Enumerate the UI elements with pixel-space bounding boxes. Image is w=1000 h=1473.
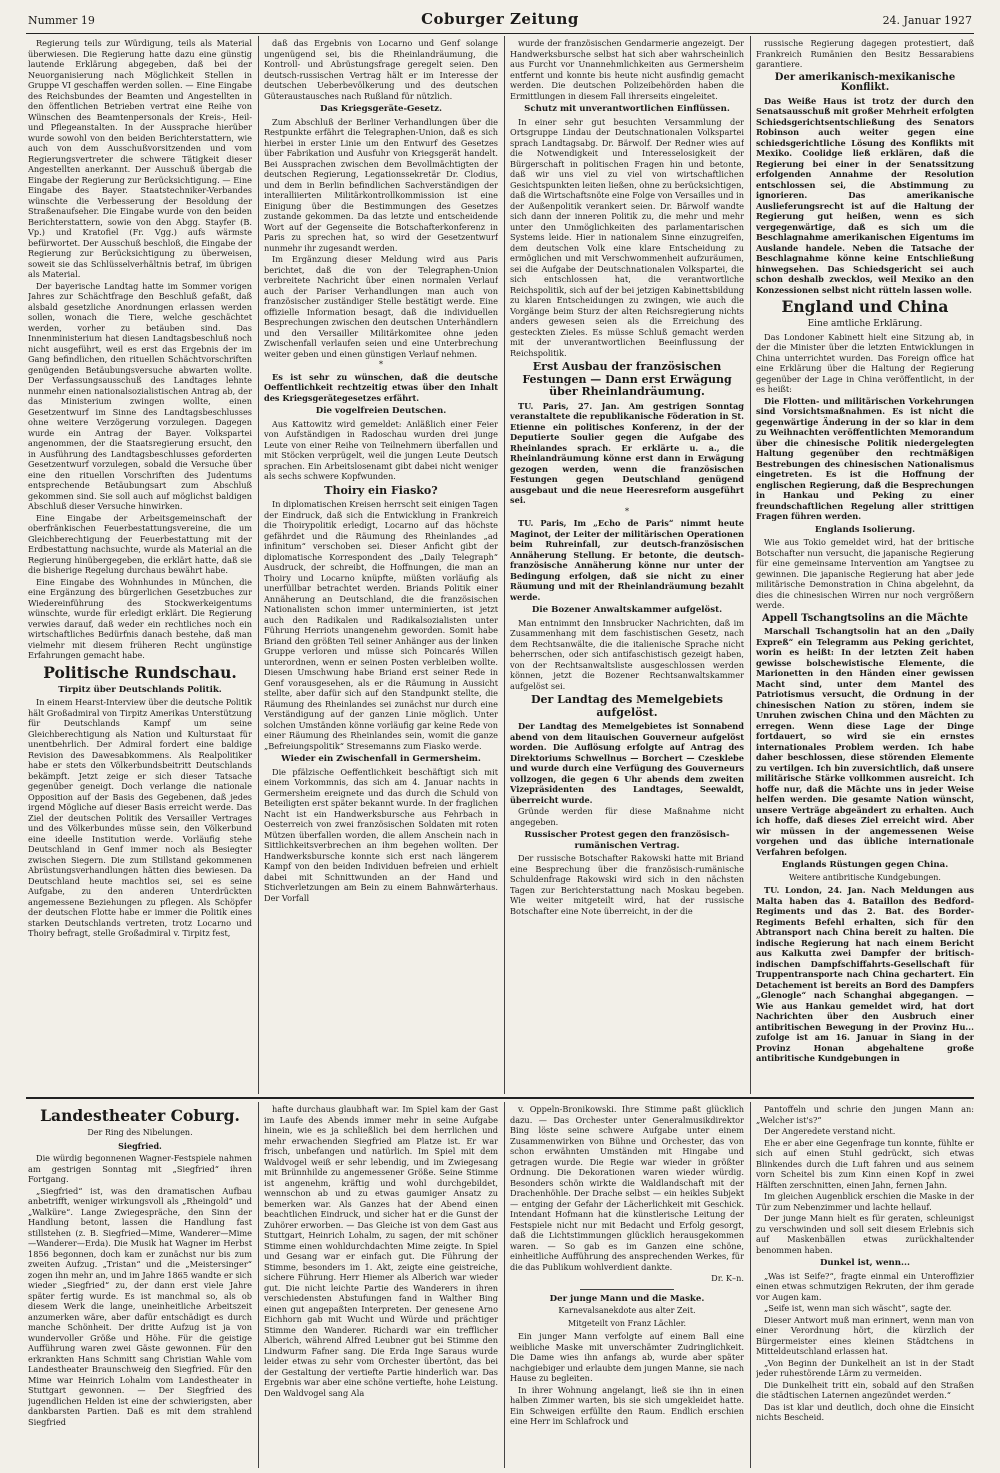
article-paragraph: Gründe werden für diese Maßnahme nicht angegeben. (510, 806, 744, 827)
section-heading: Politische Rundschau. (43, 662, 237, 682)
article-headline: Wieder ein Zwischenfall in Germersheim. (281, 754, 481, 764)
article-subheading: Eine amtliche Erklärung. (807, 319, 923, 329)
article-paragraph: russische Regierung dagegen protestiert, daß Frankreich Rumänien den Besitz Bessarabiens garantiere. (756, 38, 974, 69)
article-paragraph: daß das Ergebnis von Locarno und Genf solange ungenügend sei, bis die Rheinlandräumung, die Kontroll- und Abrüstungsfrage geregelt seien. Den deutsch-russischen Vertrag hält er im Interesse der deutschen Ueberbevölkerung und des deutschen Güteraustausches nach Rußland für nützlich. (264, 38, 498, 101)
article-paragraph: Aus Kattowitz wird gemeldet: Anläßlich einer Feier von Aufständigen in Radoschau wurden drei junge Leute von einer Reihe von Teilnehmern überfallen und mit Stöcken verprügelt, weil die jungen Leute Deutsch sprachen. Ein Arbeitslosenamt gibt dabei nicht weniger als sechs schwere Kopfwunden. (264, 418, 498, 481)
review-signature: Dr. K–n. (711, 1273, 744, 1283)
feuilleton-column-2 (264, 1104, 498, 1468)
story-paragraph: Pantoffeln und schrie den jungen Mann an: „Welcher ist's?“ (756, 1104, 974, 1125)
column-rule (258, 36, 259, 1094)
story-paragraph: Der junge Mann hielt es für geraten, schleunigst zu verschwinden und soll seit diesem Erlebnis sich auf Maskenbällen etwas zurückhaltender benommen haben. (756, 1213, 974, 1255)
story-author: Mitgeteilt von Franz Lächler. (567, 1318, 687, 1328)
story-paragraph: „Was ist Seife?“, fragte einmal ein Unteroffizier einen etwas schmutzigen Rekruten, der ihm gerade vor Augen kam. (756, 1270, 974, 1302)
article-paragraph: In einem Hearst-Interview über die deutsche Politik hält Großadmiral von Tirpitz Amerikas Unterstützung für Deutschlands Kampf um seine Gleichberechtigung als Nation und Kulturstaat für unentbehrlich. Der Admiral fordert eine baldige Revision des Dawesabkommens. Als Realpolitiker habe er stets den Völkerbundsbeitritt Deutschlands bekämpft. Jetzt zeige er sich dieser Tatsache gegenüber geneigt. Doch verlange die nationale Opposition auf der Basis des Gegebenen, daß jedes irgend Mögliche auf dieser Basis erreicht werde. Das Ziel der deutschen Politik des Versailler Vertrages und des Völkerbundes müsse sein, den Völkerbund eine ideelle Institution werde. Vorläufig stehe Deutschland in Genf immer noch als Besiegter zwischen Siegern. Die zum Stillstand gekommenen Abrüstungsverhandlungen hätten dies bewiesen. Da Deutschland heute machtlos sei, sei es seine Aufgabe, zu den anderen Unterdrückten angemessene Beziehungen zu pflegen. Als Schöpfer der deutschen Flotte habe er immer die Politik eines starken Deutschlands vertreten, trotz Locarno und Thoiry befragt, stelle Großadmiral v. Tirpitz fest, (28, 697, 252, 938)
article-paragraph: Eine Eingabe der Arbeitsgemeinschaft der oberfränkischen Feuerbestattungsvereine, die um Gleichberechtigung der Feuerbestattung mit der Erdbestattung nachsuchte, wurde als Material an die Regierung hinübergegeben, die erklärt hatte, daß sie die bisherige Regelung durchaus bewährt habe. (28, 512, 252, 575)
article-paragraph: Der bayerische Landtag hatte im Sommer vorigen Jahres zur Schächtfrage den Beschluß gefaßt, daß alsbald gesetzliche Anordnungen erlassen werden sollen, wonach die Tiere, welche geschächtet werden, vorher zu betäuben sind. Das Innenministerium hat diesen Landtagsbeschluß noch nicht ausgeführt, weil es erst das Ergebnis der im Gang befindlichen, den rituellen Schächtvorschriften genügenden Betäubungsversuche abwarten wollte. Der Verfassungsausschuß des Landtages lehnte nunmehr einen nationalsozialistischen Antrag ab, der das Ministerium zwingen wollte, einen Gesetzentwurf im Sinne des Landtagsbeschlusses ohne weitere Verzögerung vorzulegen. Dagegen wurde ein Antrag der Bayer. Volkspartei angenommen, der die Staatsregierung ersucht, den in Ausführung des Landtagsbeschlusses geforderten Gesetzentwurf vorzulegen, sobald die Versuche über eine den rituellen Vorschriften des Judentums entsprechende Betäubungsart zum Abschluß gekommen sind. Sie soll auch auf möglichst baldigen Abschluß dieser Versuche hinwirken. (28, 280, 252, 511)
article-paragraph: Es ist sehr zu wünschen, daß die deutsche Oeffentlichkeit rechtzeitig etwas über den Inhalt des Kriegsgerätegesetzes erfährt. (264, 371, 498, 403)
article-headline: Der amerikanisch-mexikanische Konflikt. (774, 71, 956, 93)
review-paragraph: hafte durchaus glaubhaft war. Im Spiel kam der Gast im Laufe des Abends immer mehr in seine Aufgabe hinein, wie es ja schließlich bei dem herrlichen und mehr erwachenden Siegfried am Platze ist. Er war frisch, unbefangen und natürlich. Im Spiel mit dem Waldvogel weiß er sehr lebendig, und im Zwiegesang mit Brünnhilde zu angemessener Größe. Seine Stimme ist angenehm, kräftig und wohl durchgebildet, wennschon ab und zu etwas gaumiger Ansatz zu bemerken war. Als Ganzes hat der Abend einen beachtlichen Eindruck, und sicher hat er die Gunst der Zuhörer erworben. — Das Gleiche ist von dem Gast aus Stuttgart, Heinrich Lohalm, zu sagen, der mit schöner Stimme einen wohldurchdachten Mime zeigte. In Spiel und Gesang war er einfach gut. Die Führung der Stimme, besonders im 1. Akt, zeigte eine geistreiche, sichere Führung. Herr Hiemer als Alberich war wieder gut. Die nicht leichte Partie des Wanderers in ihren verschiedensten Abstufungen fand in Walther Bing einen gut angepaßten Interpreten. Der genesene Arno Eichhorn gab mit Wucht und Würde und prächtiger Stimme den Wanderer. Richardi war ein trefflicher Alberich, während Alfred Leubner gut bei Stimme den Lindwurm Fafner sang. Die Erda Inge Saraus wurde leider etwas zu sehr vom Orchester übertönt, das bei der Gestaltung der vertiefte Partie hinderlich war. Das Ergebnis war aber eine schöne vertiefte, hohe Leistung. Den Waldvogel sang Ala (264, 1104, 498, 1398)
review-paragraph: „Siegfried“ ist, was den dramatischen Aufbau anbetrifft, weniger wirkungsvoll als „Rheingold“ und „Walküre“. Lange Zwiegespräche, den Sinn der Handlung betont, lassen die Handlung fast stillstehen (z. B. Siegfried—Mime, Wanderer—Mime—Wanderer—Erda). Die Musik hat Wagner im Herbst 1856 begonnen, doch kam er zunächst nur bis zum zweiten Aufzug. „Tristan“ und die „Meistersinger“ zogen ihn mehr an, und im Jahre 1865 wandte er sich wieder „Siegfried“ zu, der dann erst viele Jahre später fertig wurde. Es ist manchmal so, als ob diesem Werk die lange, uneinheitliche Arbeitszeit anzumerken wäre, aber dafür entschädigt es durch manche Schönheit. Der dritte Aufzug ist ja von wundervoller Größe und Höhe. Für die geistige Aufführung waren zwei Gäste gewonnen. Für den erkrankten Hans Schmitt sang Christian Wahle vom Landestheater Braunschweig den Siegfried. Für den Mime war Heinrich Lohalm vom Landestheater in Stuttgart gewonnen. — Der Siegfried des jugendlichen Helden ist eine der schwierigsten, aber dankbarsten Partien. Daß es mit dem strahlend Siegfried (28, 1185, 252, 1427)
article-paragraph: Der Landtag des Memelgebietes ist Sonnabend abend von dem litauischen Gouverneur aufgelöst worden. Die Auflösung erfolgte auf Antrag des Direktoriums Schwellnus — Borchert — Czesklebe und wurde durch eine Verfügung des Gouverneurs vollzogen, die gegen 6 Uhr abends dem zweiten Vizepräsidenten des Landtages, Seewaldt, überreicht wurde. (510, 721, 744, 805)
article-paragraph: TU. London, 24. Jan. Nach Meldungen aus Malta haben das 4. Bataillon des Bedford-Regiments und das 2. Bat. des Border-Regiments Befehl erhalten, sich für den Abtransport nach China bereit zu halten. Die indische Regierung hat nach einem Bericht aus Kalkutta zwei Dampfer der britisch-indischen Dampfschiffahrts-Gesellschaft für Truppentransporte nach China gechartert. Ein Detachement ist bereits an Bord des Dampfers „Glenogle“ nach Schanghai abgegangen. — Wie aus Hankau gemeldet wird, hat dort Nachrichten über den Ausbruch einer antibritischen Bewegung in der Provinz Hu... zufolge ist am 16. Januar in Siang in der Provinz Honan abgehaltene große antibritische Kundgebungen in (756, 885, 974, 1063)
article-paragraph: Das Weiße Haus ist trotz der durch den Senatsausschuß mit großer Mehrheit erfolgten Schiedsgerichtsentschließung des Senators Robinson auch weiter gegen eine schiedsgerichtliche Lösung des Konflikts mit Mexiko. Coolidge ließ erklären, daß die Regierung bei einer in der Senatssitzung erfolgenden Annahme der Resolution entschlossen sei, die Abstimmung zu ignorieren. Das amerikanische Auslieferungsrecht ist auf die Haltung der Regierung gut heißen, wenn es sich vergegenwärtige, daß es sich um die Beschlagnahme amerikanischen Eigentums im Auslande handele. Neben die Tatsache der Beschlagnahme könne keine Entschließung hinwegsehen. Das Schiedsgericht sei auch schon deshalb zwecklos, weil Mexiko an den Konzessionen selbst nicht rütteln lassen wolle. (756, 95, 974, 295)
section-heading: England und China (781, 297, 949, 316)
story-paragraph: Die Dunkelheit tritt ein, sobald auf den Straßen die städtischen Laternen angezündet werden.“ (756, 1379, 974, 1400)
column-4 (756, 38, 974, 1092)
story-paragraph: Dieser Antwort muß man erinnert, wenn man von einer Verordnung hört, die kürzlich der Bürgermeister eines kleinen Städtchens in Mitteldeutschland erlassen hat. (756, 1314, 974, 1356)
story-paragraph: Der Angeredete verstand nicht. (764, 1126, 896, 1136)
article-subheading: Weitere antibritische Kundgebungen. (789, 872, 941, 882)
article-paragraph: Man entnimmt den Innsbrucker Nachrichten, daß im Zusammenhang mit dem faschistischen Gesetz, nach dem Rechtsanwälte, die die italienische Sprache nicht beherrschen, oder sich antifaschistisch gezeigt haben, von der Rechtsanwaltsliste ausgeschlossen werden können, jetzt die Bozener Rechtsanwaltskammer aufgelöst sei. (510, 617, 744, 691)
story-paragraph: In ihrer Wohnung angelangt, ließ sie ihn in einen halben Zimmer warten, bis sie sich umgekleidet hatte. Ein Schweigen erfüllte den Raum. Endlich erschien eine Herr im Schlafrock und (510, 1384, 744, 1426)
article-paragraph: Die Flotten- und militärischen Vorkehrungen sind Vorsichtsmaßnahmen. Es ist nicht die gegenwärtige Änderung in der so klar in dem zu Weihnachten veröffentlichten Memorandum über die chinesische Politik niedergelegten Haltung gegenüber den rechtmäßigen Bestrebungen des chinesischen Nationalismus eingetreten. Es ist die Hoffnung der englischen Regierung, daß die Besprechungen in Hankau und Peking zu einer freundschaftlichen Regelung aller strittigen Fragen führen werden. (756, 395, 974, 521)
masthead-rule (26, 33, 974, 34)
article-paragraph: Das Londoner Kabinett hielt eine Sitzung ab, in der die Minister über die letzten Entwicklungen in China unterrichtet wurden. Das Foreign office hat eine Erklärung über die Haltung der Regierung gegenüber der Lage in China veröffentlicht, in der es heißt: (756, 331, 974, 394)
feuilleton-title: Landestheater Coburg. (40, 1106, 240, 1125)
article-paragraph: Zum Abschluß der Berliner Verhandlungen über die Restpunkte erfährt die Telegraphen-Union, daß es sich hierbei in erster Linie um den Entwurf des Gesetzes über Fabrikation und Ausfuhr von Kriegsgerät handelt. Bei Aussprachen zwischen dem Bevollmächtigten der deutschen Regierung, Legationssekretär Dr. Clodius, und dem in Berlin befindlichen Sachverständigen der interalliierten Militärkontrollkommission ist eine Einigung über die Bestimmungen des Gesetzes zustande gekommen. Da das letzte und entscheidende Wort auf der Gegenseite die Botschafterkonferenz in Paris zu sprechen hat, so wird der Gesetzentwurf nunmehr ihr zugesandt werden. (264, 116, 498, 253)
article-paragraph: Der russische Botschafter Rakowski hatte mit Briand eine Besprechung über die französisch-rumänische Schuldenfrage Rakowski wird sich in den nächsten Tagen zur Berichterstattung nach Moskau begeben. Wie weiter mitgeteilt wird, hat der russische Botschafter eine Note überreicht, in der die (510, 853, 744, 916)
story-paragraph: „Seife ist, wenn man sich wäscht“, sagte der. (764, 1303, 952, 1313)
article-paragraph: Marschall Tschangtsolin hat an den „Daily Expreß“ ein Telegramm aus Peking gerichtet, worin es heißt: In der letzten Zeit haben gewisse bolschewistische Elemente, die Marionetten in den Händen einer gewissen Macht sind, unter dem Mantel des Patriotismus versucht, die Ordnung in der chinesischen Nation zu stören, indem sie Unruhen zwischen China und den Mächten zu erregen. Wenn diese Lage der Dinge fortdauert, so wird sie ein ernstes internationales Problem werden. Ich habe daher beschlossen, diese störenden Elemente zu vertilgen. Ich bin zuversichtlich, daß unsere militärische Stärke vollkommen ausreicht. Ich hoffe nur, daß die Mächte uns in jeder Weise helfen werden. Die gesamte Nation wünscht, unsere Verträge abgeändert zu erhalten. Auch ich hoffe, daß dieses Ziel erreicht wird. Aber wir müssen in der angemessenen Weise vorgehen und das übliche internationale Verfahren befolgen. (756, 626, 974, 857)
story-paragraph: Das ist klar und deutlich, doch ohne die Einsicht nichts Bescheid. (756, 1401, 974, 1422)
story-divider (580, 1289, 674, 1290)
review-paragraph: Die würdig begonnenen Wagner-Festspiele nahmen am gestrigen Sonntag mit „Siegfried“ ihren Fortgang. (28, 1153, 252, 1184)
article-paragraph: Wie aus Tokio gemeldet wird, hat der britische Botschafter nun versucht, die japanische Regierung für eine gemeinsame Intervention am Yangtsee zu gewinnen. Die japanische Regierung hat aber jede militärische Demonstration in China abgelehnt, da dies die chinesischen Wirren nur noch vergrößern werde. (756, 537, 974, 610)
article-headline: Appell Tschangtsolins an die Mächte (761, 612, 969, 624)
story-title: Dunkel ist, wenn... (819, 1258, 911, 1268)
article-headline: Thoiry ein Fiasko? (324, 483, 438, 497)
article-headline: Russischer Protest gegen den französisch-rumänischen Vertrag. (524, 830, 730, 851)
story-paragraph: Im gleichen Augenblick erschien die Maske in der Tür zum Nebenzimmer und lachte hellauf. (756, 1191, 974, 1212)
review-subtitle: Siegfried. (118, 1140, 162, 1151)
article-paragraph: Im Ergänzung dieser Meldung wird aus Paris berichtet, daß die von der Telegraphen-Union verbreitete Nachricht über einen normalen Verlauf auch der Pariser Verhandlungen man auch von französischer zuständiger Stelle bestätigt werde. Eine offizielle Information besagt, daß die individuellen Besprechungen zwischen den deutschen Unterhändlern und den Versailler Militärkomitee ohne jeden Zwischenfall verlaufen seien und eine Unterbrechung weiter geben und einen günstigen Verlauf nehmen. (264, 254, 498, 359)
article-paragraph: wurde der französischen Gendarmerie angezeigt. Der Handwerksbursche selbst hat sich aber wahrscheinlich aus Furcht vor Unannehmlichkeiten aus Germersheim entfernt und konnte bis heute nicht ausfindig gemacht werden. Die deutschen Polizeibehörden haben die Ermittlungen in diesem Fall ihrerseits eingeleitet. (510, 38, 744, 101)
issue-number: Nummer 19 (28, 14, 95, 27)
story-paragraph: „Von Beginn der Dunkelheit an ist in der Stadt jeder ruhestörende Lärm zu vermeiden. (756, 1357, 974, 1378)
article-headline: Der Landtag des Memelgebiets aufgelöst. (531, 693, 723, 719)
column-2 (264, 38, 498, 1092)
story-paragraph: Ein junger Mann verfolgte auf einem Ball eine weibliche Maske mit unverschämter Zudringlichkeit. Die Dame wies ihn anfangs ab, wurde aber später nachgiebiger und erlaubte dem jungen Manne, sie nach Hause zu begleiten. (510, 1331, 744, 1383)
review-paragraph: v. Oppeln-Bronikowski. Ihre Stimme paßt glücklich dazu. — Das Orchester unter Generalmusikdirektor Bing löste seine schwere Aufgabe unter einem Zusammenwirken von Bühne und Orchester, das von schon erwähnten Umständen mit Hingabe und getragen wurde. Die Regie war wieder in größter Ordnung. Die Dekorationen waren wieder würdig. Besonders schön wirkte die Waldlandschaft mit der Drachenhöhle. Der Drache selbst — ein heikles Subjekt — entging der Gefahr der Lächerlichkeit mit Geschick. Intendant Hofmann hat die künstlerische Leitung der Festspiele nicht nur mit Bedacht und Erfolg gesorgt, daß die Lichtstimmungen glücklich herausgekommen waren. — So gab es im Ganzen eine schöne, einheitliche Aufführung des ansprechenden Werkes, für die das Publikum wohlverdient dankte. (510, 1104, 744, 1272)
newspaper-title: Coburger Zeitung (421, 10, 579, 28)
story-title: Der junge Mann und die Maske. (549, 1293, 705, 1304)
article-paragraph: TU. Paris, Im „Echo de Paris“ nimmt heute Maginot, der Leiter der militärischen Operationen beim Ruhreinfall, zur deutsch-französischen Annäherung Stellung. Er betonte, die deutsch-französische Annäherung könne nur unter der Bedingung erfolgen, daß sie nicht zu einer Räumung und mit der Rheinlandräumung bezahlt werde. (510, 518, 744, 602)
article-paragraph: Eine Eingabe des Wohnhundes in München, die eine Ergänzung des bürgerlichen Gesetzbuches zur Wiedereinführung des Stockwerkeigentums wünschte, wurde für erledigt erklärt. Die Regierung verwies darauf, daß weder ein rechtliches noch ein wirtschaftliches Bedürfnis danach bestehe, daß man vielmehr mit diesem früheren Recht ungünstige Erfahrungen gemacht habe. (28, 576, 252, 660)
article-paragraph: In diplomatischen Kreisen herrscht seit einigen Tagen der Eindruck, daß sich die Entwicklung in Frankreich die Thoirypolitik erledigt, Locarno auf das höchste gefährdet und die Räumung des Rheinlandes „ad infinitum“ verschoben sei. Dieser Anficht gibt der diplomatische Korrespondent des „Daily Telegraph“ Ausdruck, der schreibt, die Hoffnungen, die man an Thoiry und Locarno knüpfte, müßten vorläufig als unerfüllbar betrachtet werden. Briands Politik einer Annäherung an Deutschland, die die französischen Nationalisten schon immer unterminierten, ist jetzt auch den Radikalen und Radikalsozialisten unter Führung Herriots unangenehm geworden. Somit habe Briand den größten Teil seiner Anhänger aus der linken Gruppe verloren und müsse sich Poincarés Willen unterordnen, wenn er seinen Posten verbleiben wollte. Diesen Umschwung habe Briand erst seiner Rede in Genf vorausgesehen, als er die Räumung in Aussicht stellte, aber dafür sich auf den Standpunkt stellte, die Räumung des Rheinlandes sei zunächst nur durch eine Verständigung auf der ganzen Linie möglich. Unter solchen Umständen könne vorläufig gar keine Rede von einer Räumung des Rheinlandes sein, womit die ganze „Befreiungspolitik“ Stresemanns zum Fiasko werde. (264, 499, 498, 751)
article-headline: Die vogelfreien Deutschen. (315, 406, 447, 416)
article-paragraph: In einer sehr gut besuchten Versammlung der Ortsgruppe Lindau der Deutschnationalen Volkspartei sprach Landtagsabg. Dr. Bärwolf. Der Redner wies auf die Notwendigkeit und Interesselosigkeit der Bürgerschaft in politischen Fragen hin und betonte, daß wir uns viel zu viel von wirtschaftlichen Gesichtspunkten leiten ließen, ohne zu berücksichtigen, daß die Wirtschaftsnöte eine Folge von Versailles und in der Außenpolitik verankert seien. Dr. Bärwolf wandte sich dann der inneren Politik zu, die mehr und mehr unter den Unmöglichkeiten des parlamentarischen Systems leide. Hier in nationalem Sinne einzugreifen, dem deutschen Volk eine klare Entscheidung zu ermöglichen und mit Verschwommenheit aufzuräumen, sei die Aufgabe der Deutschnationalen Volkspartei, die sich entschlossen hat, die verantwortliche Reichspolitik, sich auf der bei jetzigen Kabinettsbildung zu klaren Entscheidungen zu zwingen, wie auch die Vorgänge beim Sturz der alten Reichsregierung nichts anders gewesen seien als die Erreichung des gesteckten Zieles. Es müsse Schluß gemacht werden mit der unverantwortlichen Beeinflussung der Reichspolitik. (510, 116, 744, 358)
review-subtitle: Der Ring des Nibelungen. (87, 1128, 193, 1137)
article-headline: Die Bozener Anwaltskammer aufgelöst. (531, 605, 723, 615)
article-headline: Englands Isolierung. (814, 524, 916, 535)
article-headline: Tirpitz über Deutschlands Politik. (58, 684, 222, 695)
column-rule (504, 1102, 505, 1468)
column-3 (510, 38, 744, 1092)
feuilleton-column-3 (510, 1104, 744, 1468)
article-paragraph: Die pfälzische Oeffentlichkeit beschäftigt sich mit einem Vorkommnis, das sich am 4. Januar nachts in Germersheim ereignete und das durch die Schuld von Beteiligten erst später bekannt wurde. In der fraglichen Nacht ist ein Handwerksbursche aus Fehrbach in Oesterreich von zwei französischen Soldaten mit roten Mützen überfallen worden, die allem Anschein nach in Sittlichkeitsverbrechen an ihm begehen wollten. Der Handwerksbursche konnte sich erst nach längerem Kampf von den beiden Individuen befreien und erhielt dabei mit Schnittwunden an der Hand und Stichverletzungen am Bein zu einem Bahnwärterhaus. Der Vorfall (264, 766, 498, 903)
feuilleton-column-1 (28, 1104, 252, 1468)
column-rule (750, 36, 751, 1094)
story-paragraph: Ehe er aber eine Gegenfrage tun konnte, fühlte er sich auf einen Stuhl gedrückt, sich etwas Blinkendes durch die Luft fahren und aus seinem vorn Scheitel bis zum Kinn einen Kopf in zwei Hälften zerschnitten, einen Jahn, fernen Jahn. (756, 1137, 974, 1190)
column-rule (504, 36, 505, 1094)
article-headline: Englands Rüstungen gegen China. (781, 860, 949, 870)
article-paragraph: Regierung teils zur Würdigung, teils als Material überwiesen. Die Regierung hatte dazu eine günstig lautende Erklärung abgegeben, daß bei der Neuorganisierung nach Möglichkeit Stellen in Gruppe VI geschaffen werden sollen. — Eine Eingabe des Reichsbundes der Beamten und Angestellten in den öffentlichen Betrieben vertrat eine Reihe von Wünschen des Beamtenpersonals der Kreis-, Heil- und Pflegeanstalten. In der Aussprache hierüber wurde sowohl von den beiden Berichterstattern, wie auch von dem Ausschußvorsitzenden und vom Regierungsvertreter die schwere Tätigkeit dieser Angestellten anerkannt. Der Ausschuß übergab die Eingabe der Regierung zur Berücksichtigung. — Eine Eingabe des Bayer. Staatstechniker-Verbandes wünschte die Verbesserung der Besoldung der Straßenaufseher. Die Eingabe wurde von den beiden Berichterstattern, sowie von den Abgg. Stayfer (B. Vp.) und Kratofiel (Fr. Vgg.) aufs wärmste befürwortet. Der Ausschuß beschloß, die Eingabe der Regierung zur Berücksichtigung zu überweisen, soweit sie das Schlüsselverhältnis betraf, im übrigen als Material. (28, 38, 252, 279)
article-headline: Schutz mit unverantwortlichen Einflüssen. (524, 104, 730, 114)
column-1 (28, 38, 252, 1092)
masthead (28, 10, 972, 30)
separator-star: * (624, 506, 630, 517)
separator-star: * (378, 360, 384, 370)
column-rule (750, 1102, 751, 1468)
article-paragraph: TU. Paris, 27. Jan. Am gestrigen Sonntag veranstaltete die republikanische Föderation in St. Etienne ein politisches Konferenz, in der der Deputierte Soulier gegen die Aufgabe des Rheinlandes sprach. Er erklärte u. a., die Rheinlandräumung könne erst dann in Erwägung gezogen werden, wenn die französischen Festungen gegen Deutschland genügend ausgebaut und die neue Heeresreform ausgeführt sei. (510, 400, 744, 505)
feuilleton-rule (26, 1097, 974, 1099)
article-headline: Erst Ausbau der französischen Festungen — Dann erst Erwägung über Rheinlandräumung. (522, 360, 732, 398)
column-rule (258, 1102, 259, 1468)
story-subtitle: Karnevalsanekdote aus alter Zeit. (558, 1306, 696, 1315)
article-headline: Das Kriegsgeräte-Gesetz. (320, 104, 442, 114)
feuilleton-column-4 (756, 1104, 974, 1468)
issue-date: 24. Januar 1927 (882, 14, 972, 27)
